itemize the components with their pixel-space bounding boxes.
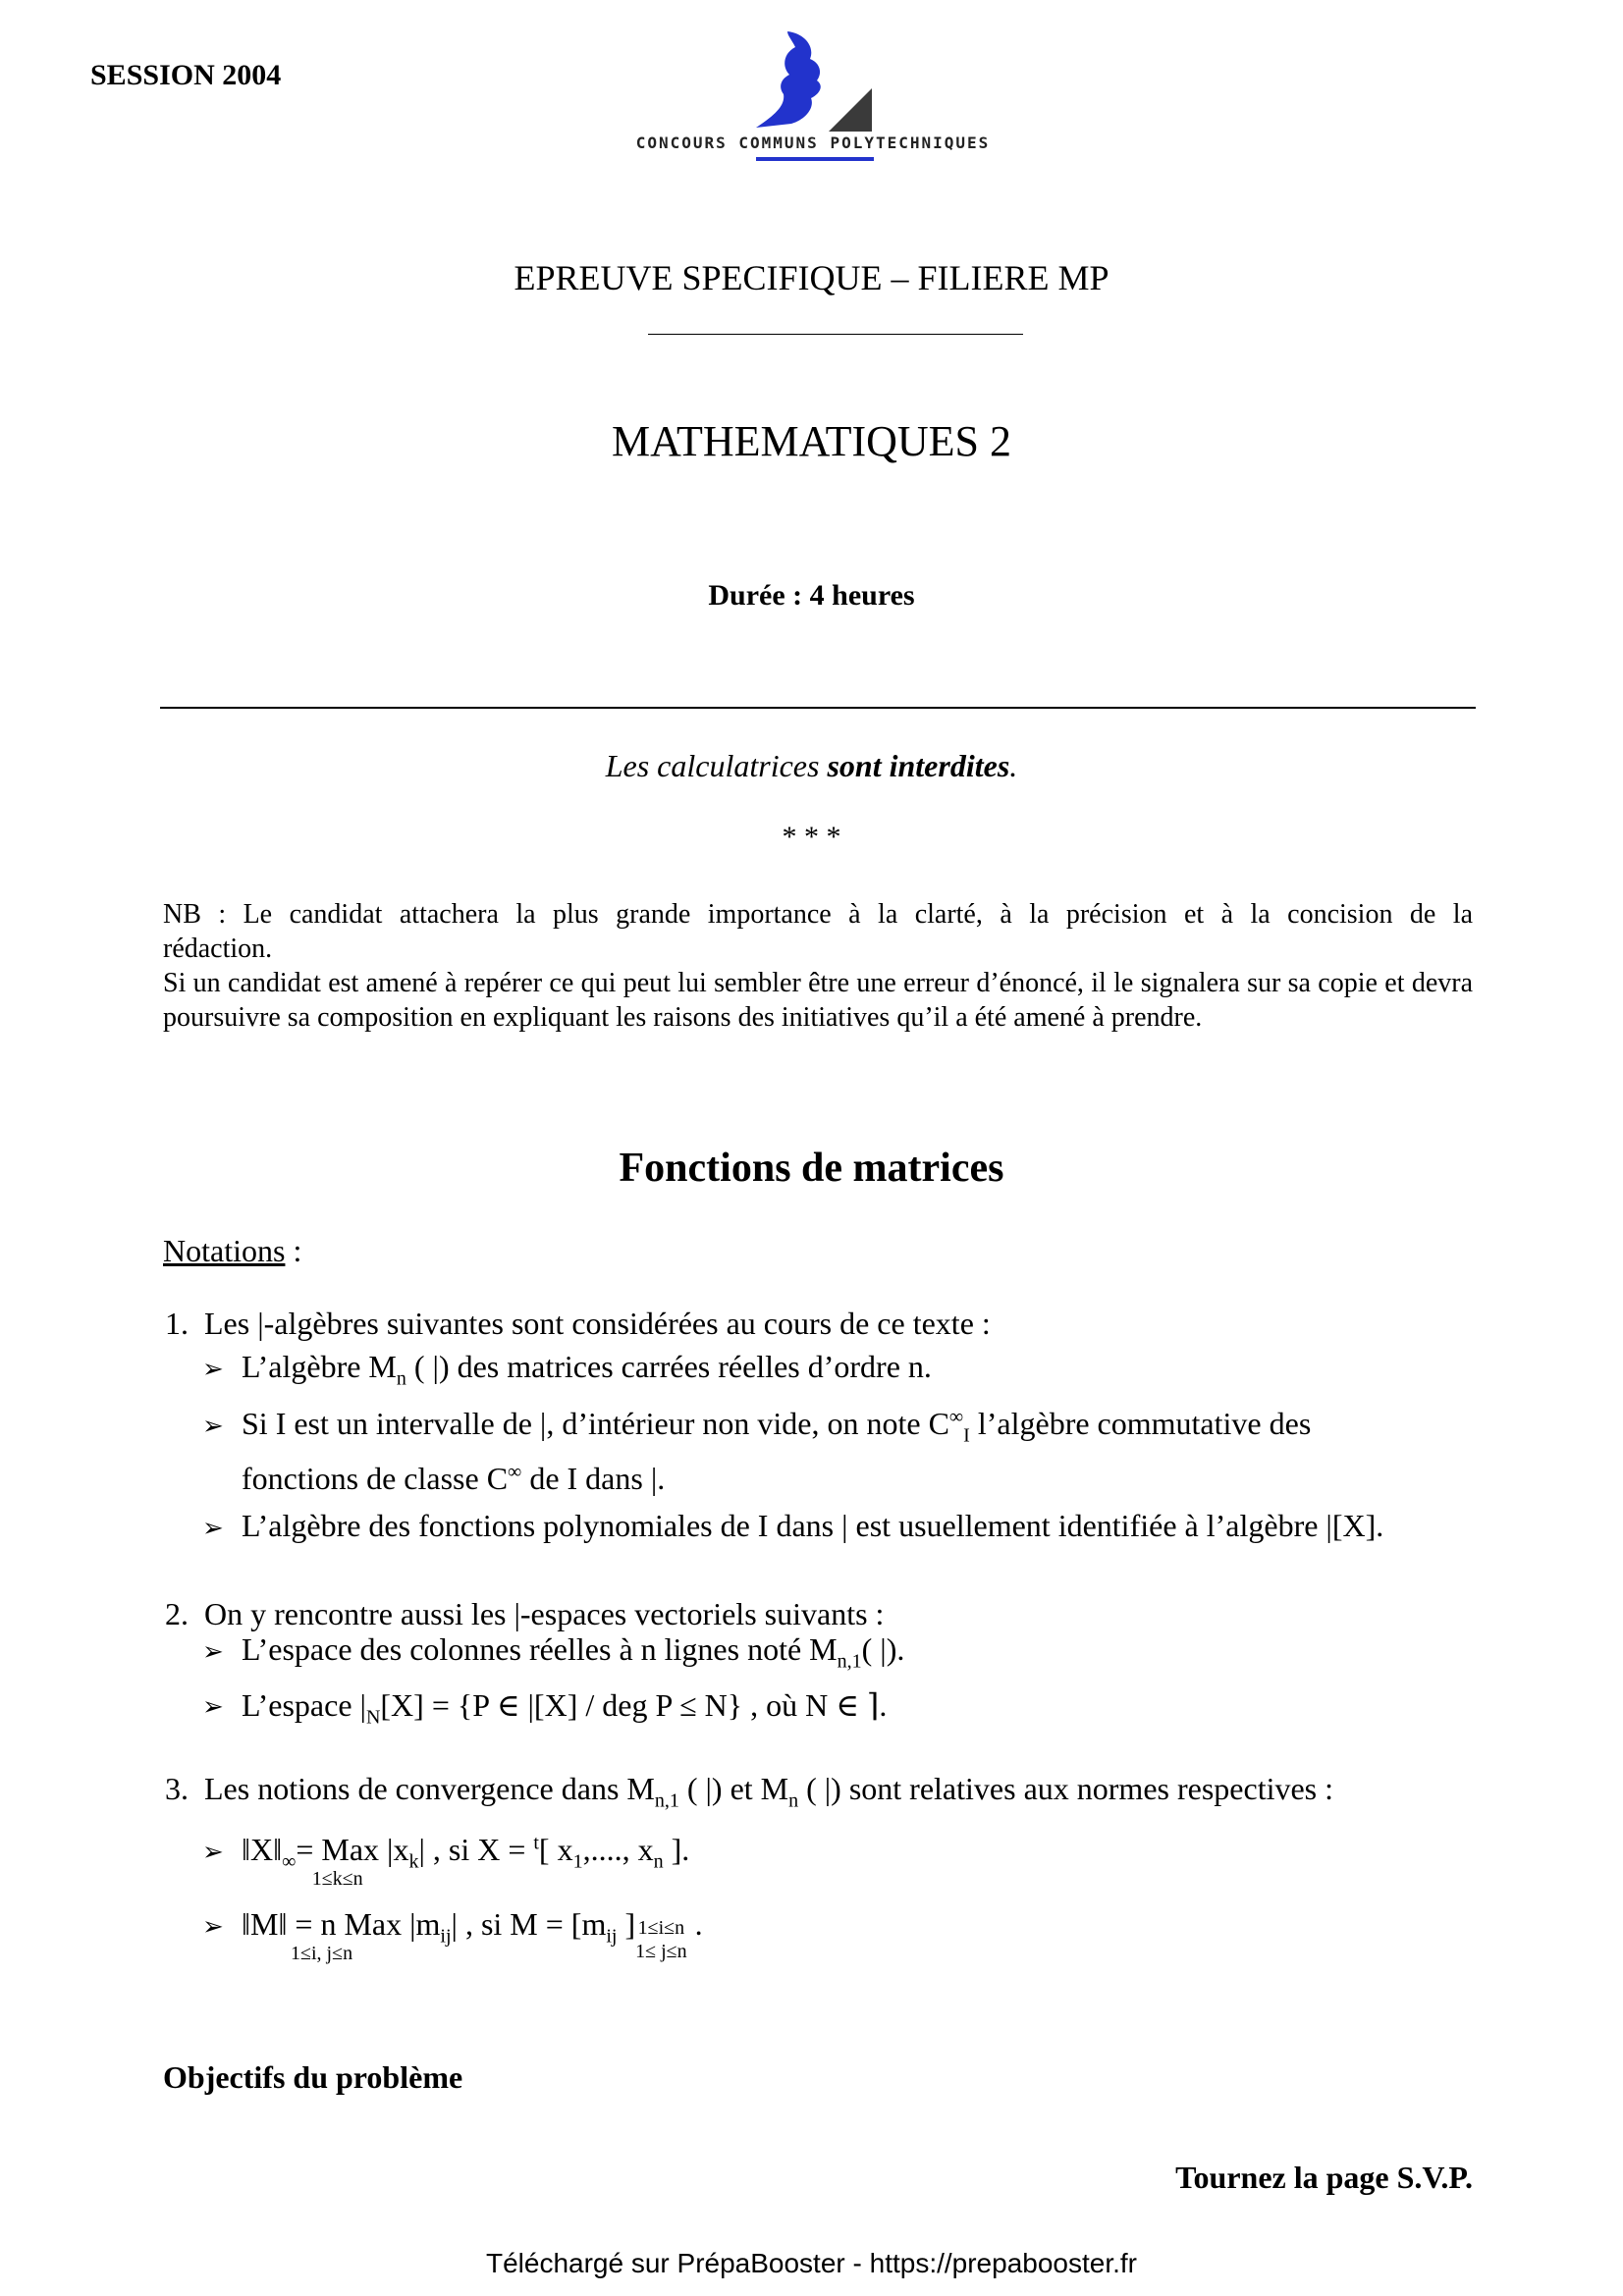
item-1-bullet-2: Si I est un intervalle de |, d’intérieur non vide, on note $C^\infty_I$ l’algèbre commutative des <box>242 1406 1312 1447</box>
short-separator <box>648 334 1023 335</box>
notations-heading: Notations : <box>163 1233 302 1268</box>
logo-profile-shape <box>756 31 821 128</box>
subject-title: MATHEMATIQUES 2 <box>612 417 1011 465</box>
item-2-bullet-2: L’espace $|_N[X] = \{P$ ∈ |[X] / deg P ≤ N} , où N ∈ ⌉. <box>242 1687 888 1729</box>
stars-separator: * * * <box>782 821 841 853</box>
epreuve-title: EPREUVE SPECIFIQUE – FILIERE MP <box>514 258 1109 297</box>
problem-title: Fonctions de matrices <box>619 1146 1004 1191</box>
turn-page-note: Tournez la page S.V.P. <box>1175 2160 1473 2195</box>
nb-paragraph-2: Si un candidat est amené à repérer ce qui peut lui sembler être une erreur d’énoncé, il le signalera sur sa copie et devra poursuivre sa composition en expliquant les raisons des initiatives qu’il a été amené à prendre. <box>163 968 1473 1033</box>
logo-triangle-shape <box>829 88 872 132</box>
item-2-bullet-1: L’espace des colonnes réelles à n lignes noté $M_{n,1}$( |). <box>242 1631 905 1673</box>
arrow-bullet-icon: ➢ <box>202 1838 224 1867</box>
arrow-bullet-icon: ➢ <box>202 1637 224 1667</box>
item-1-bullet-2-cont: fonctions de classe C∞ de I dans |. <box>242 1461 666 1496</box>
nb-paragraph-line2: rédaction. <box>163 934 273 964</box>
item-1-bullet-1: L’algèbre $M_n$ ( |) des matrices carrées réelles d’ordre n. <box>242 1349 932 1390</box>
arrow-bullet-icon: ➢ <box>202 1692 224 1722</box>
item-3-norm-infinity: $‖X‖_\infty=$ Max 1≤k≤n $|x_k|$ , si X = $^t$[ $x_1$,...., $x_n$ ]. <box>242 1832 690 1890</box>
item-1: 1. Les |-algèbres suivantes sont considérées au cours de ce texte : <box>165 1306 991 1341</box>
download-footer: Téléchargé sur PrépaBooster - https://prepabooster.fr <box>485 2248 1138 2278</box>
session-label: SESSION 2004 <box>90 59 282 91</box>
arrow-bullet-icon: ➢ <box>202 1514 224 1543</box>
arrow-bullet-icon: ➢ <box>202 1355 224 1384</box>
objectifs-heading: Objectifs du problème <box>163 2059 463 2095</box>
item-3: 3. Les notions de convergence dans $M_{n,1}$ ( |) et $M_n$ ( |) sont relatives aux normes respectives : <box>165 1771 1334 1812</box>
arrow-bullet-icon: ➢ <box>202 1912 224 1942</box>
calculator-notice: Les calculatrices sont interdites. <box>605 748 1018 783</box>
horizontal-rule <box>160 707 1476 709</box>
duration: Durée : 4 heures <box>708 579 915 612</box>
item-2: 2. On y rencontre aussi les |-espaces vectoriels suivants : <box>165 1596 885 1631</box>
arrow-bullet-icon: ➢ <box>202 1412 224 1441</box>
logo-underline <box>756 157 874 161</box>
logo-text: CONCOURS COMMUNS POLYTECHNIQUES <box>635 133 991 152</box>
item-1-bullet-3: L’algèbre des fonctions polynomiales de I dans | est usuellement identifiée à l’algèbre |[X]. <box>242 1508 1384 1543</box>
nb-paragraph-line1: NB : Le candidat attachera la plus grande importance à la clarté, à la précision et à la concision de la <box>163 899 1473 930</box>
item-3-norm-matrix: ‖M‖ = n Max 1≤i, j≤n $|m_{ij}|$ , si $M = [m_{ij}$ ] 1≤i≤n 1≤ j≤n . <box>242 1906 703 1964</box>
